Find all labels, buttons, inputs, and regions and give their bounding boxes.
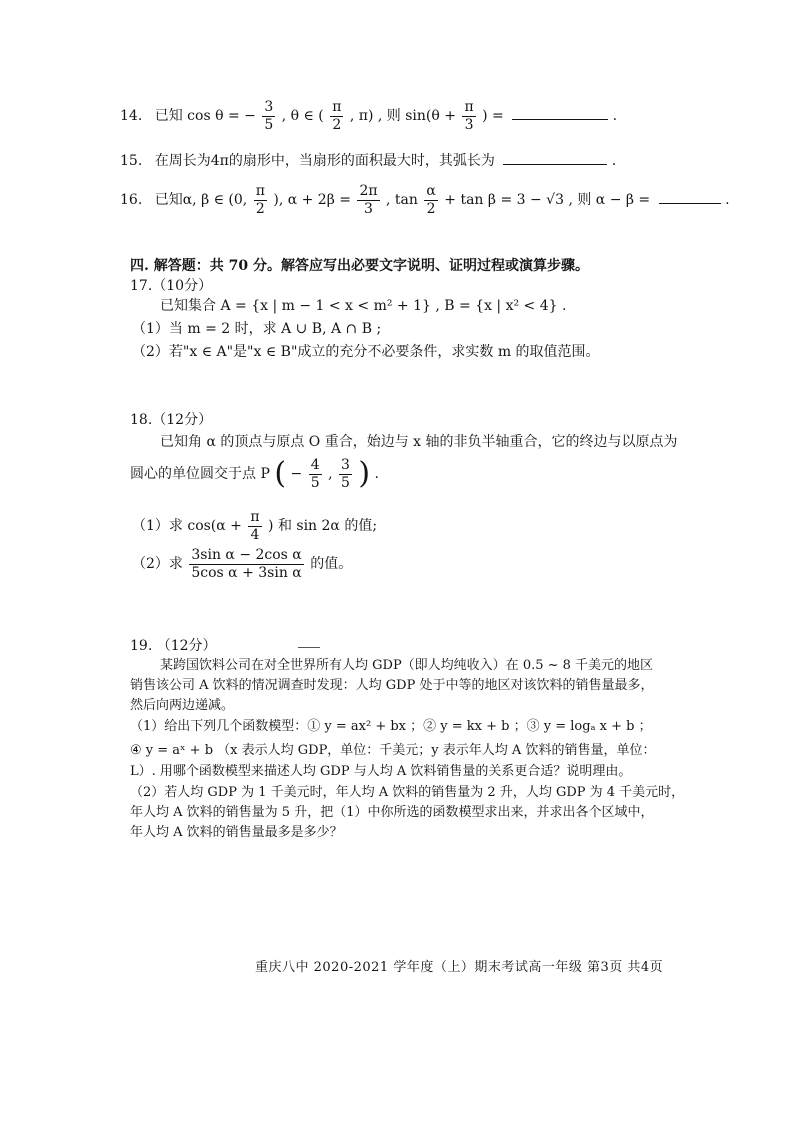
q14-frac3-num: π [464, 99, 474, 115]
q19-part2-line1: （2）若人均 GDP 为 1 千美元时，年人均 A 饮料的销售量为 2 升，人均 GDP 为 4 千美元时， [130, 785, 685, 800]
q14-tail: . [612, 108, 618, 125]
q15-number: 15. [120, 153, 143, 169]
q14-mid: , θ ∈ ( [281, 108, 324, 125]
section-4-heading: 四. 解答题：共 70 分。解答应写出必要文字说明、证明过程或演算步骤。 [130, 258, 589, 274]
q15-text: 在周长为4π的扇形中，当扇形的面积最大时，其弧长为 [154, 153, 495, 169]
q18-p-fraction-x [309, 458, 322, 490]
q18-part2-fraction [189, 548, 303, 580]
q16-fraction-2 [357, 184, 379, 216]
q15-answer-blank[interactable] [503, 150, 607, 165]
q18-part1-frac-den: 4 [250, 526, 260, 543]
q16-text-a: 已知α, β ∈ (0, [154, 192, 248, 209]
q16-mid2: , tan [386, 192, 418, 209]
question-16 [120, 184, 730, 216]
q18-px-num: 4 [310, 457, 320, 473]
q19-stem-line3: 然后向两边递减。 [130, 698, 235, 713]
q18-stem-line2 [130, 458, 379, 490]
q14-frac3-den: 3 [464, 116, 474, 133]
q16-number: 16. [120, 192, 143, 209]
q18-py-den: 5 [340, 474, 350, 491]
q19-header: 19. （12分） [130, 638, 217, 654]
q14-frac2-num: π [332, 99, 342, 115]
question-15 [120, 150, 616, 171]
q19-part2-line3: 年人均 A 饮料的销售量最多是多少？ [130, 825, 343, 840]
q14-fraction-3 [462, 100, 475, 132]
q16-frac3-num: α [426, 183, 436, 199]
q17-header: 17.（10分） [130, 278, 213, 294]
q18-part2-frac-num: 3sin α − 2cos α [191, 547, 302, 563]
q16-frac1-num: π [255, 183, 265, 199]
q18-stem-line1: 已知角 α 的顶点与原点 O 重合，始边与 x 轴的非负半轴重合，它的终边与以原点为 [160, 434, 678, 450]
q18-stem2-text: 圆心的单位圆交于点 P [130, 466, 270, 483]
q17-part1: （1）当 m = 2 时，求 A ∪ B, A ∩ B ; [132, 321, 382, 337]
q14-fraction-1 [262, 100, 275, 132]
q18-open-paren: ( [274, 456, 287, 492]
q18-part2-text-b: 的值。 [310, 556, 353, 573]
q18-part1-frac-num: π [250, 509, 260, 525]
q18-py-num: 3 [340, 457, 350, 473]
q18-part2 [132, 548, 352, 580]
q14-frac2-den: 2 [332, 116, 342, 133]
q17-stem: 已知集合 A = {x | m − 1 < x < m² + 1} , B = {x | x² < 4} . [160, 298, 567, 314]
q14-end: ) = [482, 108, 504, 125]
q16-mid3: + tan β = 3 − √3 , 则 α − β = [444, 192, 651, 209]
q16-frac2-den: 3 [364, 200, 373, 217]
q18-part1 [132, 510, 377, 542]
q18-p-fraction-y [339, 458, 352, 490]
q14-frac1-num: 3 [264, 99, 274, 115]
q16-answer-blank[interactable] [659, 189, 721, 204]
q18-stem2-end: . [374, 466, 379, 483]
q18-close-paren: ) [358, 456, 371, 492]
q16-frac2-num: 2π [359, 183, 378, 199]
q16-fraction-1 [254, 184, 267, 216]
q19-part1-line3: L）. 用哪个函数模型来描述人均 GDP 与人均 A 饮料销售量的关系更合适？说明理由。 [130, 764, 632, 779]
q18-px-den: 5 [310, 474, 320, 491]
q18-part1-text-a: （1）求 cos(α + [132, 518, 242, 535]
q18-header: 18.（12分） [130, 412, 213, 428]
question-14 [120, 100, 617, 132]
q19-part1-line1: （1）给出下列几个函数模型：① y = ax² + bx ；② y = kx + b ；③ y = logₐ x + b ； [130, 719, 652, 734]
q14-fraction-2 [330, 100, 343, 132]
q18-part1-text-b: ) 和 sin 2α 的值; [268, 518, 378, 535]
q16-tail: . [725, 192, 730, 209]
stray-mark [298, 647, 320, 648]
q14-frac1-den: 5 [264, 116, 274, 133]
q18-part1-fraction [248, 510, 261, 542]
q18-part2-frac-den: 5cos α + 3sin α [191, 564, 302, 581]
q14-text-a: 已知 [154, 108, 183, 125]
q14-number: 14. [120, 108, 143, 125]
q19-stem-line2: 销售该公司 A 饮料的情况调查时发现：人均 GDP 处于中等的地区对该饮料的销售量最多， [130, 678, 654, 693]
q14-cos-expr: cos θ = − [187, 108, 256, 125]
q16-fraction-3 [424, 184, 437, 216]
q19-stem-line1: 某跨国饮料公司在对全世界所有人均 GDP（即人均纯收入）在 0.5 ~ 8 千美元的地区 [160, 658, 654, 673]
q16-mid1: ), α + 2β = [273, 192, 351, 209]
q14-answer-blank[interactable] [512, 105, 608, 120]
q15-tail: . [611, 153, 617, 169]
q14-mid2: , π) , 则 sin(θ + [349, 108, 456, 125]
q16-frac1-den: 2 [255, 200, 265, 217]
q19-part1-line2: ④ y = aˣ + b （x 表示人均 GDP，单位：千美元；y 表示年人均 A 饮料的销售量，单位： [130, 743, 656, 758]
q18-p-neg: − [290, 466, 303, 483]
q18-p-comma: , [328, 466, 333, 483]
page-footer: 重庆八中 2020-2021 学年度（上）期末考试高一年级 第3页 共4页 [255, 960, 664, 975]
q17-part2: （2）若"x ∈ A"是"x ∈ B"成立的充分不必要条件，求实数 m 的取值范围。 [132, 344, 600, 360]
q18-part2-text-a: （2）求 [132, 556, 183, 573]
q19-part2-line2: 年人均 A 饮料的销售量为 5 升，把（1）中你所选的函数模型求出来，并求出各个区域中， [130, 805, 654, 820]
q16-frac3-den: 2 [426, 200, 436, 217]
